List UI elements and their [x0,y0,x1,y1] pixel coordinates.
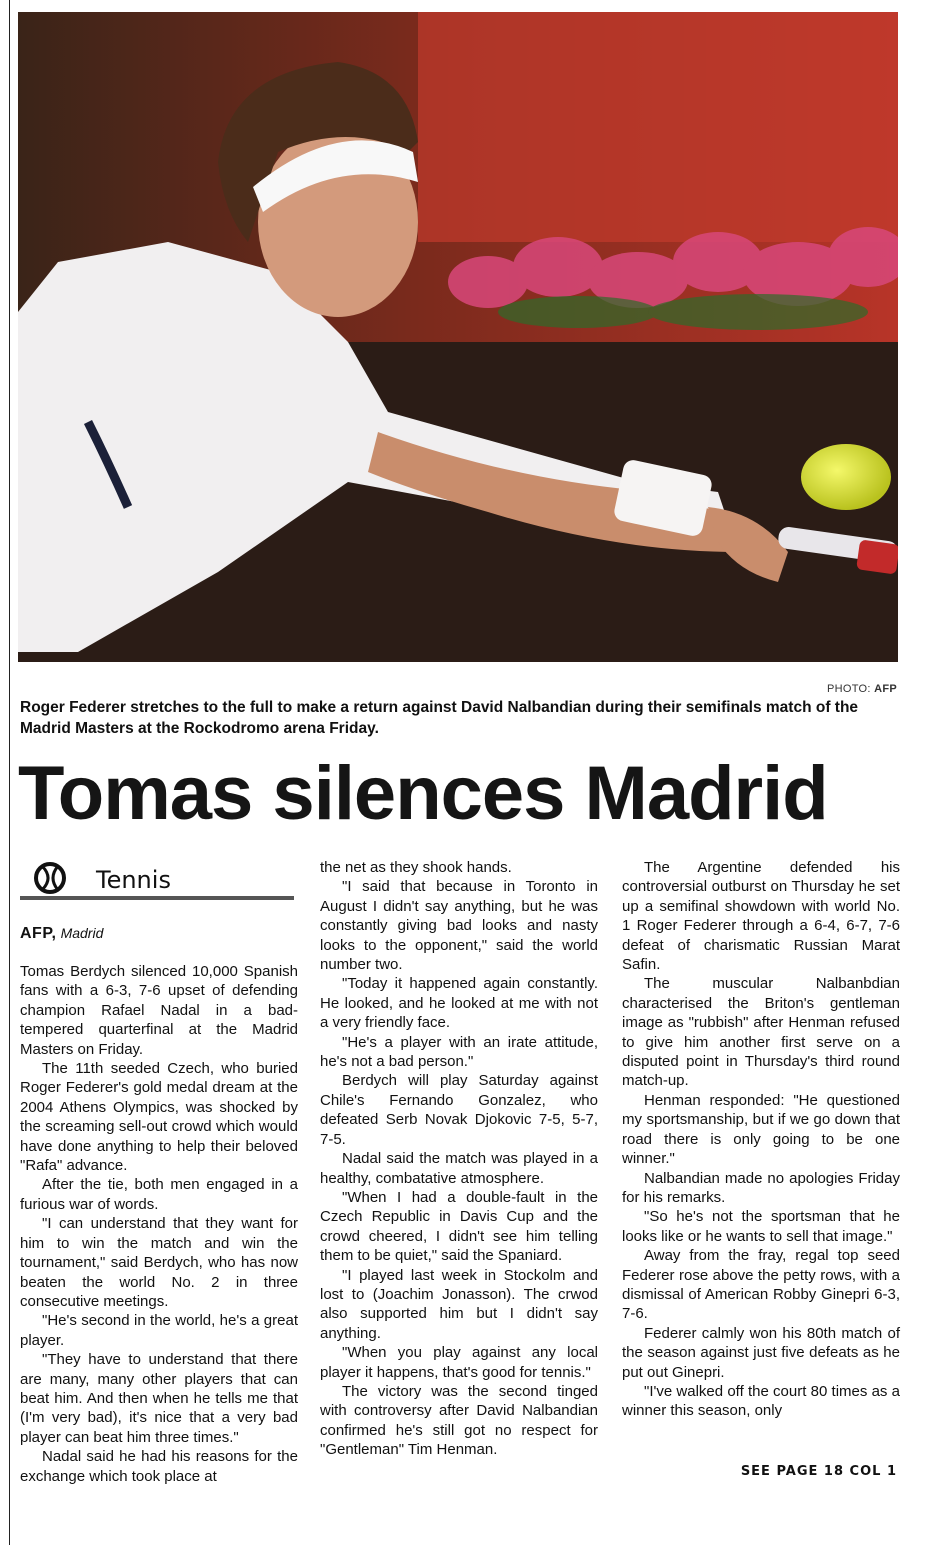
paragraph: "So he's not the sportsman that he looks like or he wants to sell that image." [622,1208,900,1245]
paragraph: "Today it happened again constantly. He looked, and he looked at me with not a very friendly face. [320,975,598,1032]
paragraph: Berdych will play Saturday against Chile's Fernando Gonzalez, who defeated Serb Novak Djokovic 7-5, 5-7, 7-5. [320,1072,598,1148]
paragraph: Away from the fray, regal top seed Federer rose above the petty rows, with a dismissal of American Robby Ginepri 6-3, 7-6. [622,1247,900,1323]
paragraph: Federer calmly won his 80th match of the season against just five defeats as he put out Ginepri. [622,1324,900,1381]
paragraph: "I can understand that they want for him to win the match and win the tournament," said Berdych, who has now beaten the world No. 2 in three consecutive meetings. [20,1215,298,1310]
section-rule [20,896,294,900]
column-rule [9,0,10,1545]
paragraph: "When you play against any local player it happens, that's good for tennis." [320,1344,598,1381]
section-label: Tennis [96,866,171,894]
byline-place: Madrid [60,925,104,941]
continuation-jump: SEE PAGE 18 COL 1 [740,1464,897,1479]
paragraph: the net as they shook hands. [320,859,512,876]
paragraph: Nadal said he had his reasons for the exchange which took place at [20,1448,298,1485]
headline: Tomas silences Madrid [18,751,828,836]
paragraph: Henman responded: "He questioned my sportsmanship, but if we go down that road there is only going to be one winner." [622,1091,900,1168]
paragraph: "I've walked off the court 80 times as a winner this season, only [622,1382,900,1420]
article-column-2 [320,858,598,1460]
tennis-ball-icon [34,862,66,894]
paragraph: Nadal said the match was played in a healthy, combatative atmosphere. [320,1150,598,1187]
paragraph: Tomas Berdych silenced 10,000 Spanish fans with a 6-3, 7-6 upset of defending champion Rafael Nadal in a bad-tempered quarterfinal at the Madrid Masters on Friday. [20,963,298,1058]
section-tag [20,858,294,902]
paragraph: The muscular Nalbanbdian characterised the Briton's gentleman image as "rubbish" after Henman refused to give him another first serve on a disputed point in Thursday's third round match-up. [622,975,900,1090]
paragraph: The 11th seeded Czech, who buried Roger Federer's gold medal dream at the 2004 Athens Olympics, was shocked by the screaming sell-out crowd which would have done anything to help their beloved "Rafa" advance. [20,1060,298,1175]
byline-agency: AFP, [20,925,57,942]
article-column-3 [622,858,900,1421]
paragraph: "They have to understand that there are many, many other players that can beat him. And then when he tells me that (I'm very bad), it's nice that a very bad player can beat him three times." [20,1351,298,1446]
paragraph: "I said that because in Toronto in August I didn't say anything, but he was constantly giving bad looks and nasty looks to the opponent," said the world number two. [320,878,598,974]
paragraph: "He's a player with an irate attitude, he's not a bad person." [320,1033,598,1071]
photo-credit: PHOTO: AFP [826,683,897,695]
paragraph: Nalbandian made no apologies Friday for his remarks. [622,1169,900,1206]
paragraph: "I played last week in Stockolm and lost to (Joachim Jonasson). The crwod also supported him but I didn't say anything. [320,1266,598,1342]
paragraph: The Argentine defended his controversial outburst on Thursday he set up a semifinal showdown with world No. 1 Roger Federer through a 6-4, 6-7, 7-6 defeat of charismatic Russian Marat Safin. [622,859,900,974]
paragraph: "He's second in the world, he's a great player. [20,1312,298,1349]
paragraph: After the tie, both men engaged in a furious war of words. [20,1176,298,1213]
news-photo [18,12,898,662]
photo-caption: Roger Federer stretches to the full to make a return against David Nalbandian during their semifinals match of the Madrid Masters at the Rockodromo arena Friday. [20,699,859,737]
article-column-1 [20,962,298,1486]
paragraph: The victory was the second tinged with controversy after David Nalbandian confirmed he's still got no respect for "Gentleman" Tim Henman. [320,1382,598,1459]
paragraph: "When I had a double-fault in the Czech Republic in Davis Cup and the crowd cheered, I didn't see him telling them to be quiet," said the Spaniard. [320,1188,598,1265]
byline [20,925,103,943]
